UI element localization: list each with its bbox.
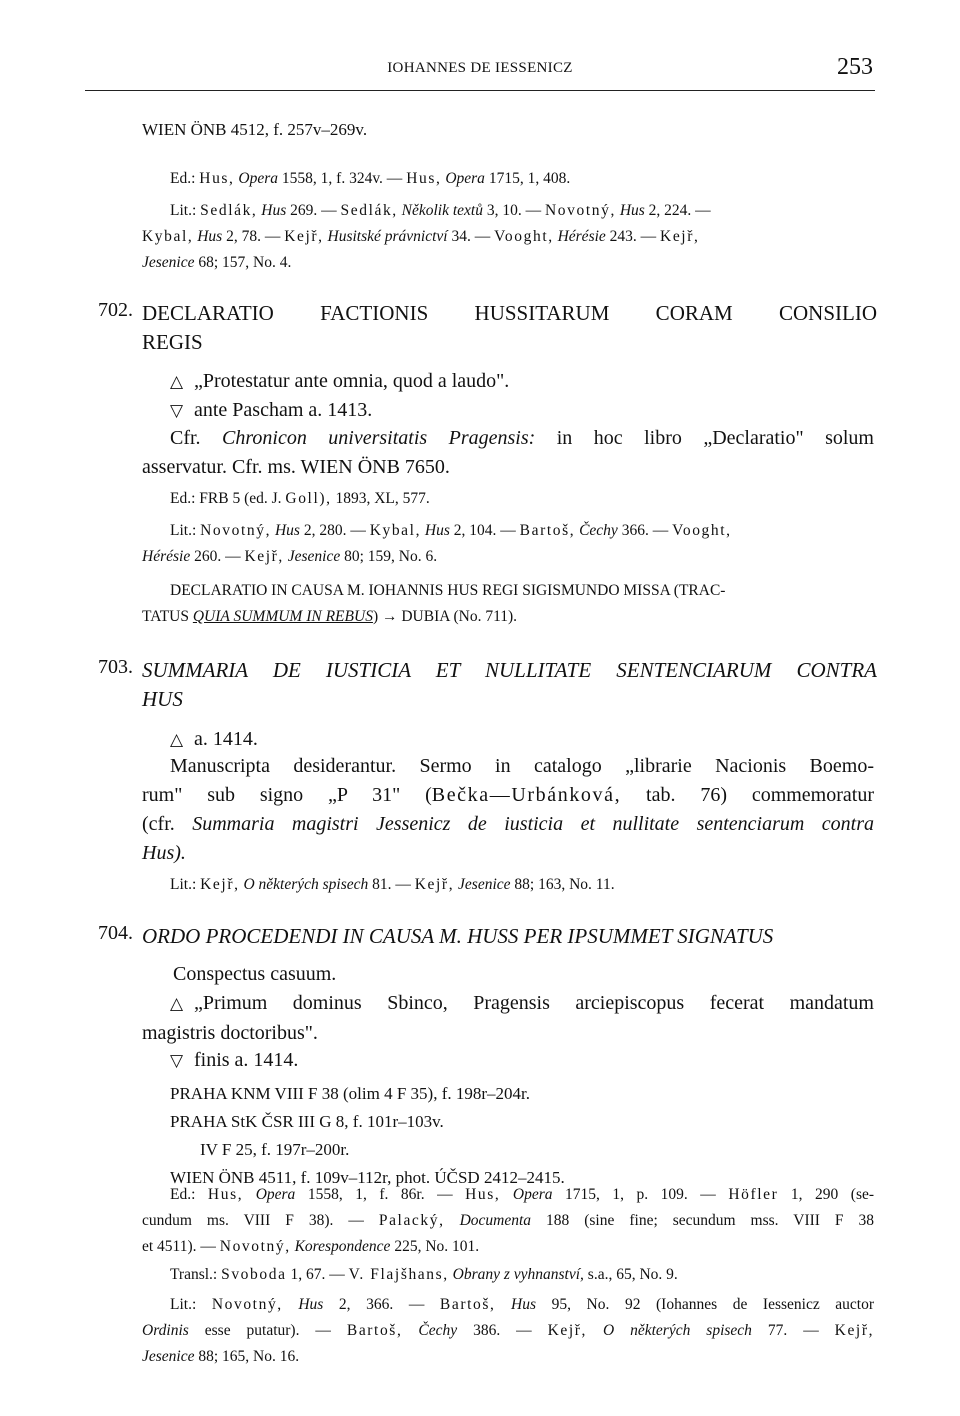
incipit-line: △ a. 1414.: [142, 725, 874, 755]
running-title: IOHANNES DE IESSENICZ: [387, 60, 573, 76]
incipit-triangle-icon: △: [170, 372, 184, 392]
entry-title: SUMMARIA DE IUSTICIA ET NULLITATE SENTENCIARUM CONTRA: [142, 658, 877, 682]
entry-number: 703.: [98, 656, 133, 678]
edition-block: Ed.: Hus, Opera 1558, 1, f. 86r. — Hus, Opera 1715, 1, p. 109. — Höfler 1, 290 (se- cundum ms. VIII F 38). — Palacký, Documenta 188 (sine fine; secundum mss. VIII F 38 et 4511). — Novotný, Korespondence 225, No. 101.: [142, 1186, 875, 1255]
cfr-paragraph: Cfr. Chronicon universitatis Pragensis: in hoc libro „Declaratio" solum asservatur. Cfr. ms. WIEN ÖNB 7650.: [142, 427, 874, 478]
explicit-triangle-icon: ▽: [170, 1051, 184, 1071]
explicit-triangle-icon: ▽: [170, 401, 184, 421]
entry-title: ORDO PROCEDENDI IN CAUSA M. HUSS PER IPSUMMET SIGNATUS: [142, 924, 774, 948]
entry-title: DECLARATIO FACTIONIS HUSSITARUM CORAM CONSILIO: [142, 301, 877, 325]
entry-title-cont: REGIS: [142, 330, 203, 354]
conspectus-line: Conspectus casuum.: [173, 963, 337, 985]
body-paragraph: Manuscripta desiderantur. Sermo in catalogo „librarie Nacionis Boemo- rum" sub signo „P 31" (Bečka—Urbánková, tab. 76) commemoratur (cfr. Summaria magistri Jessenicz de iusticia et nullitate sentenciarum contra Hus).: [142, 755, 874, 864]
entry-number: 704.: [98, 922, 133, 944]
literature-block: Lit.: Novotný, Hus 2, 366. — Bartoš, Hus 95, No. 92 (Iohannes de Iessenicz auctor Ordinis esse putatur). — Bartoš, Čechy 386. — Kejř, O některých spisech 77. — Kejř, Jesenice 88; 165, No. 16.: [142, 1296, 875, 1365]
incipit-triangle-icon: △: [170, 994, 184, 1014]
edition-line: Ed.: FRB 5 (ed. J. Goll), 1893, XL, 577.: [170, 490, 430, 507]
translation-line: Transl.: Svoboda 1, 67. — V. Flajšhans, Obrany z vyhnanství, s.a., 65, No. 9.: [170, 1266, 678, 1283]
incipit-line: △ „Protestatur ante omnia, quod a laudo".: [142, 367, 874, 397]
explicit-line: ▽ ante Pascham a. 1413.: [142, 396, 874, 426]
incipit-paragraph: △ „Primum dominus Sbinco, Pragensis arciepiscopus fecerat mandatum magistris doctoribus".: [142, 992, 874, 1044]
manuscript-line: PRAHA KNM VIII F 38 (olim 4 F 35), f. 198r–204r.: [170, 1084, 531, 1103]
page-number: 253: [837, 54, 873, 80]
cross-reference: DECLARATIO IN CAUSA M. IOHANNIS HUS REGI SIGISMUNDO MISSA (TRAC- TATUS QUIA SUMMUM IN REBUS) → DUBIA (No. 711).: [142, 582, 726, 625]
edition-line: Ed.: Hus, Opera 1558, 1, f. 324v. — Hus, Opera 1715, 1, 408.: [170, 170, 571, 187]
literature-block: Lit.: Sedlák, Hus 269. — Sedlák, Několik textů 3, 10. — Novotný, Hus 2, 224. — Kybal, Hus 2, 78. — Kejř, Husitské právnictví 34. — Vooght, Hérésie 243. — Kejř, Jesenice 68; 157, No. 4.: [142, 202, 711, 271]
manuscript-line: WIEN ÖNB 4511, f. 109v–112r, phot. ÚČSD 2412–2415.: [170, 1168, 565, 1187]
literature-line: Lit.: Kejř, O některých spisech 81. — Kejř, Jesenice 88; 163, No. 11.: [170, 876, 615, 893]
entry-number: 702.: [98, 299, 133, 321]
literature-block: Lit.: Novotný, Hus 2, 280. — Kybal, Hus 2, 104. — Bartoš, Čechy 366. — Vooght, Hérésie 260. — Kejř, Jesenice 80; 159, No. 6.: [142, 522, 732, 565]
manuscripts-list: [142, 1080, 874, 1192]
explicit-line: ▽ finis a. 1414.: [142, 1046, 874, 1076]
manuscript-line: PRAHA StK ČSR III G 8, f. 101r–103v.: [170, 1112, 444, 1131]
page-header: [85, 52, 875, 91]
incipit-triangle-icon: △: [170, 730, 184, 750]
manuscript-line: WIEN ÖNB 4512, f. 257v–269v.: [142, 120, 368, 139]
entry-title-cont: HUS: [142, 687, 183, 711]
manuscript-line: IV F 25, f. 197r–200r.: [200, 1140, 350, 1159]
